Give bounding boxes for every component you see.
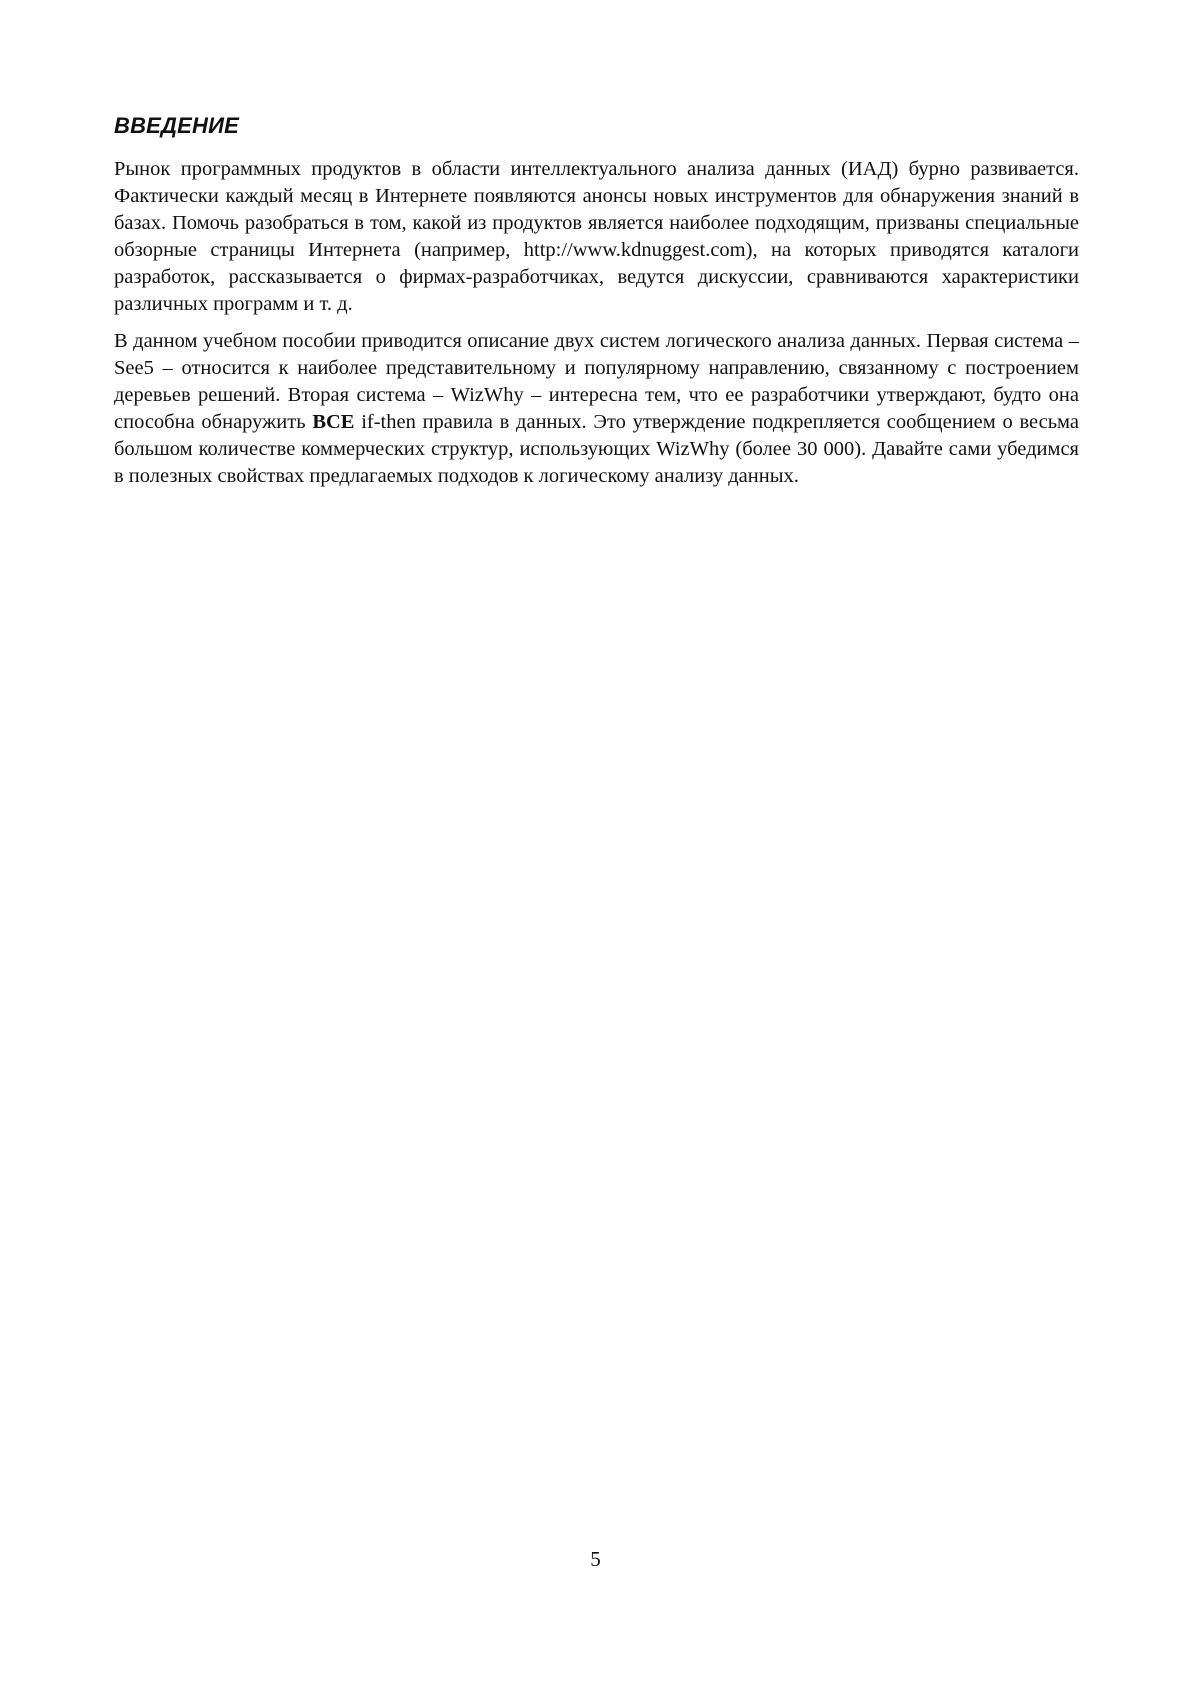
paragraph-market-overview: Рынок программных продуктов в области интеллектуального анализа данных (ИАД) бурно развивается. Фактически каждый месяц в Интернете появляются анонсы новых инструментов для обнаружения знаний в базах. Помочь разобраться в том, какой из продуктов является наиболее подходящим, призваны специальные обзорные страницы Интернета (например, http://www.kdnuggest.com), на которых приводятся каталоги разработок, рассказывается о фирмах-разработчиках, ведутся дискуссии, сравниваются характеристики различных программ и т. д. bbox=[114, 158, 1079, 315]
section-heading: ВВЕДЕНИЕ bbox=[114, 113, 239, 138]
paragraph-text-before-bold: В данном учебном пособии приводится описание двух систем логического анализа данных. Первая система – See5 – относится к наиболее представительному и популярному направлению, связанному с построением деревьев решений. Вторая система – WizWhy – интересна тем, что ее разработчики утверждают, будто она способна обнаружить bbox=[114, 330, 1079, 433]
page-number: 5 bbox=[590, 1547, 601, 1571]
paragraph-text-after-bold: if-then правила в данных. Это утверждение подкрепляется сообщением о весьма большом количестве коммерческих структур, использующих WizWhy (более 30 000). Давайте сами убедимся в полезных свойствах предлагаемых подходов к логическому анализу данных. bbox=[114, 411, 1079, 487]
emphasized-word: ВСЕ bbox=[312, 411, 355, 433]
paragraph-tutorial-description bbox=[114, 328, 1079, 490]
body-text bbox=[114, 156, 1079, 500]
